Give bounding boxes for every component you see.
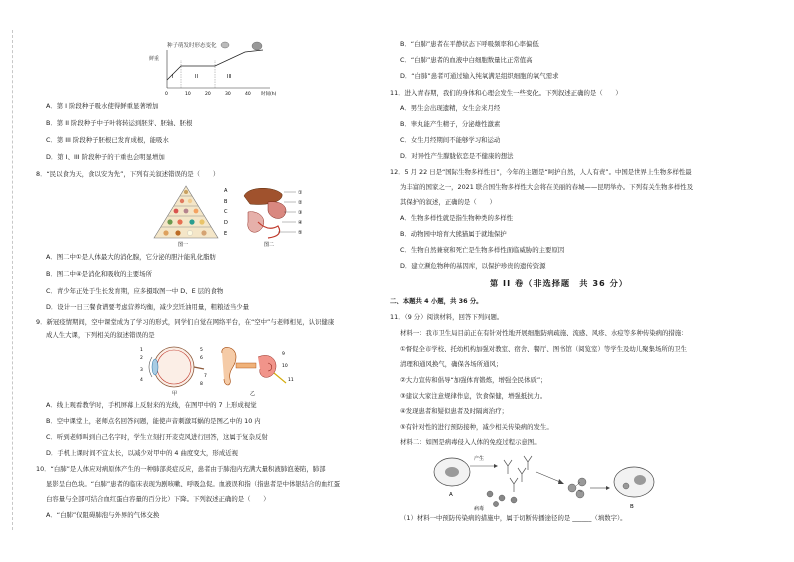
q11-option-a: A．男生会出现遗精，女生会来月经 xyxy=(400,104,501,112)
cell-nucleus xyxy=(634,475,646,485)
food-icon xyxy=(167,219,172,224)
ear-canal xyxy=(236,363,256,368)
phagocyte-cell xyxy=(614,467,654,497)
q10-option-a: A．“白肺”仅阻碍肺泡与外界的气体交换 xyxy=(46,511,160,519)
q8-option-c: C．青少年正处于生长发育期，应多摄取图一中 D、E 层的食物 xyxy=(46,287,224,295)
part-two-title: 第 II 卷（非选择题 共 36 分） xyxy=(490,278,628,288)
y-axis-label: 鲜重 xyxy=(149,56,160,62)
x-tick: 20 xyxy=(205,92,211,97)
x-tick: 40 xyxy=(245,92,251,97)
food-icon xyxy=(194,209,199,214)
eyeball-shape xyxy=(154,347,194,387)
antibody-icon xyxy=(504,456,532,492)
eye-label: 4 xyxy=(140,378,143,383)
pyramid-label: B xyxy=(224,199,228,205)
material-one-line-1: 材料一：我市卫生局目前正在有针对性地开展细胞防病疏施、流感、风疹、水痘等多种传染病的措施： xyxy=(400,329,688,337)
food-icon xyxy=(180,199,184,203)
seed-germination-figure xyxy=(145,38,295,100)
q12-option-d: D．建立濒危物种的基因库，以保护珍贵的遗传资源 xyxy=(400,262,546,270)
material-two: 材料二：如图是病毒侵入人体的免疫过程示意图。 xyxy=(400,438,541,446)
food-icon xyxy=(184,209,189,214)
x-tick: 10 xyxy=(185,92,191,97)
arrow-head xyxy=(558,479,564,484)
pyramid-label: D xyxy=(224,220,228,226)
eye-label: 1 xyxy=(140,348,143,353)
digestive-system-figure xyxy=(238,182,318,248)
figure-caption: 甲 xyxy=(172,391,178,397)
q11-option-c: C．女生月经期间不能够学习和运动 xyxy=(400,136,501,144)
q7-option-d: D．第 I、III 阶段种子的干重也会明显增加 xyxy=(46,153,165,161)
optic-nerve xyxy=(194,367,204,369)
q9-option-a: A．线上观看教学时，手机屏幕上反射来的光线，在图甲中的 7 上形成视觉 xyxy=(46,401,257,409)
q8-option-b: B．图二中④是消化和吸收的主要场所 xyxy=(46,270,152,278)
x-tick: 0 xyxy=(165,92,168,97)
ear-label: 9 xyxy=(282,352,285,357)
eye-label: 5 xyxy=(200,348,203,353)
lens-shape xyxy=(152,359,158,375)
produce-label: 产生 xyxy=(474,456,485,462)
food-icon xyxy=(174,209,179,214)
stomach-shape xyxy=(268,202,286,219)
material-one-line-2: ①督促全市学校、托幼机构加强对教室、宿舍、餐厅、图书馆（阅览室）等学生及幼儿聚集场所的卫生 xyxy=(400,345,687,353)
food-icon xyxy=(163,230,168,235)
q12-option-a: A．生物多样性就是指生物种类的多样性 xyxy=(400,214,514,222)
organ-label: ② xyxy=(298,200,303,206)
q8-stem: 8．“民以食为天，食以安为先”，下列有关叙述错误的是（ ） xyxy=(36,170,220,178)
engulfed-virus xyxy=(623,483,629,489)
eye-label: 2 xyxy=(140,356,143,361)
organ-label: ③ xyxy=(298,210,303,216)
q10-option-b: B．“白肺”患者在平静状态下呼吸频率和心率偏低 xyxy=(400,40,539,48)
figure-caption: 图二 xyxy=(264,242,275,248)
q9-stem-line-1: 9．新冠疫情期间，空中课堂成为了学习的形式，同学们自觉在网络平台，在“空中”与老师相见，认识健康 xyxy=(36,318,335,326)
q9-option-d: D．手机上课时间不宜太长，以减少对甲中的 4 曲度变大，形成近视 xyxy=(46,449,238,457)
immune-process-figure xyxy=(430,448,660,512)
part-two-note: 二、本题共 4 小题，共 36 分。 xyxy=(390,297,483,305)
q11-stem: 11．进入青春期，我们的身体和心理会发生一些变化。下列叙述正确的是（ ） xyxy=(390,89,622,97)
q12-option-c: C．生物自然兼衰和死亡是生物多样性面临威胁的主要原因 xyxy=(400,246,565,254)
arrow-line xyxy=(536,472,560,482)
food-icon xyxy=(199,219,204,224)
outer-ear-shape xyxy=(222,347,236,385)
food-icon xyxy=(201,230,206,235)
material-one-item: ③建议大家注意规律作息，饮食保健，增强抵抗力。 xyxy=(400,392,547,400)
pyramid-label: C xyxy=(224,209,228,215)
pyramid-label: E xyxy=(224,231,228,237)
organ-label: ④ xyxy=(298,220,303,226)
organ-label: ⑤ xyxy=(298,230,303,236)
food-icon xyxy=(184,190,188,194)
q12-option-b: B．动物园中培育大熊猫属于就地保护 xyxy=(400,230,507,238)
virus-icon xyxy=(487,491,517,507)
q10-stem-line-1: 10．“白肺”是人体应对病原体产生的一种肺部炎症反应，患者由于肺泡内充满大量积液肺泡萎陷，肺部 xyxy=(36,465,326,473)
material-one-item: ②大力宣传和倡导“加强体育锻炼，增强全民体质”； xyxy=(400,376,547,384)
material-one-item: ④发现患者和疑似患者及时隔离治疗； xyxy=(400,407,508,415)
q9-stem-line-2: 成人生大课，下列相关的叙述错误的是 xyxy=(46,331,155,339)
figure-title: 种子萌发时形态变化 xyxy=(167,43,217,49)
eye-diagram xyxy=(140,343,210,397)
figure-caption: 图一 xyxy=(178,242,189,248)
eye-label: 8 xyxy=(200,382,203,387)
q10-option-d: D．“白肺”患者可通过输入纯氧满足组织细胞的氧气需求 xyxy=(400,72,559,80)
eye-label: 6 xyxy=(200,356,203,361)
virus-antibody-complex-icon xyxy=(568,478,586,498)
cochlea-shape xyxy=(258,355,276,377)
q8-option-d: D．设计一日三餐食谱要考虑营养均衡，减少烹饪油用量，粗粮适当少量 xyxy=(46,303,250,311)
q9-option-b: B．空中课堂上，老师点名回答问题，能使声音刺激耳蜗的是图乙中的 10 内 xyxy=(46,417,261,425)
food-icon xyxy=(177,219,182,224)
organ-label: ① xyxy=(298,190,303,196)
ear-label: 10 xyxy=(282,364,288,369)
seed-icon xyxy=(252,42,262,50)
q10-option-c: C．“白肺”患者的血液中白细胞数量比正常值高 xyxy=(400,56,533,64)
figure-caption: 乙 xyxy=(250,391,256,397)
food-icon xyxy=(187,230,192,235)
ear-label: 11 xyxy=(288,378,294,383)
cell-label-b: B xyxy=(630,504,634,510)
q10-stem-line-3: 白容量与全部可结合血红蛋白容量的百分比）下降。下列叙述正确的是（ ） xyxy=(46,495,270,503)
auditory-nerve xyxy=(274,373,286,383)
cell-nucleus xyxy=(445,467,459,477)
material-one-item: ⑤有针对性的进行预防接种，减少相关传染病的发生。 xyxy=(400,423,553,431)
seed-icon xyxy=(221,42,229,48)
q8-option-a: A．图二中①是人体最大的消化腺，它分泌的胆汁能乳化脂肪 xyxy=(46,253,216,261)
food-icon xyxy=(189,219,194,224)
intestine-coil xyxy=(258,222,280,238)
stage-label: II xyxy=(195,74,198,80)
q7-option-b: B．第 II 阶段种子中子叶将转运到胚芽、胚轴、胚根 xyxy=(46,119,193,127)
food-pyramid-figure xyxy=(148,182,238,248)
q13-stem: 11．（9 分）阅读材料，回答下列问题。 xyxy=(390,313,504,321)
pyramid-label: A xyxy=(224,188,228,194)
x-tick: 30 xyxy=(225,92,231,97)
arrow-head xyxy=(606,486,610,490)
q9-option-c: C．听到老师叫到自己名字时，学生立刻打开麦克风进行回答，这属于复杂反射 xyxy=(46,433,268,441)
ear-diagram xyxy=(218,343,298,397)
x-axis-label: 时间(h) xyxy=(261,92,277,97)
q11-option-b: B．睾丸能产生精子，分泌雄性激素 xyxy=(400,120,501,128)
eye-label: 7 xyxy=(204,374,207,379)
binding-line xyxy=(12,30,21,530)
stage-label: I xyxy=(172,74,174,80)
material-one-line-3: 清理和通风换气，确保各场所通风； xyxy=(400,360,503,368)
q12-stem-line-1: 12．5 月 22 日是“国际生物多样性日”，今年的主题是“呵护自然，人人有责”。中国是世界上生物多样性最 xyxy=(390,168,692,176)
q7-option-c: C．第 III 阶段种子胚根已发育成根，能吸水 xyxy=(46,136,169,144)
q12-stem-line-3: 其保护的叙述，正确的是（ ） xyxy=(400,198,496,206)
intestine-shape xyxy=(248,212,264,233)
q10-stem-line-2: 显影呈白色块。“白肺”患者的临床表现为剧咳嗽、呼吸急促。血液误和指（指患者是中体银结合的血红蛋 xyxy=(46,480,341,488)
arrow-head xyxy=(494,464,498,468)
q7-option-a: A．第 I 阶段种子吸水使得鲜重显著增加 xyxy=(46,102,159,110)
virus-label: 病毒 xyxy=(474,506,485,512)
food-icon xyxy=(175,230,180,235)
q12-stem-line-2: 为丰富的国家之一，2021 联合国生物多样性大会将在美丽的春城——昆明举办。下列有关生物多样性及 xyxy=(400,183,694,191)
stage-label: III xyxy=(227,74,232,80)
food-icon xyxy=(188,199,192,203)
q11-option-d: D．对异性产生朦胧依恋是不健康的想法 xyxy=(400,152,514,160)
q13-sub-question-1: （1）材料一中预防传染病的措施中，属于切断传播途径的是 ______（填数字）。 xyxy=(400,514,627,522)
eye-label: 3 xyxy=(140,368,143,373)
cell-label-a: A xyxy=(449,492,453,498)
